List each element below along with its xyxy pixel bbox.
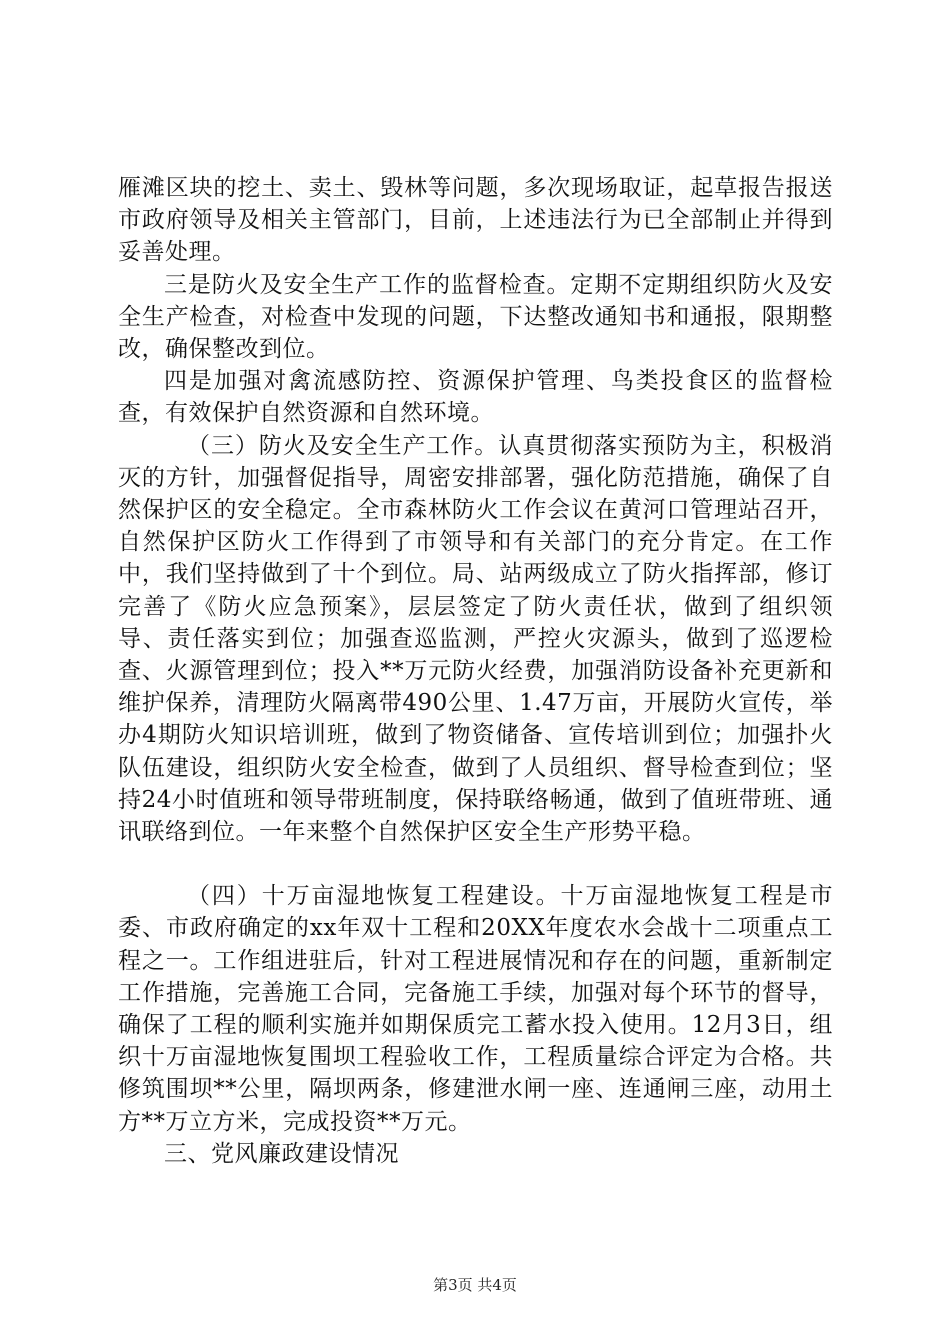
- paragraph-bird-flu-inspection: 四是加强对禽流感防控、资源保护管理、鸟类投食区的监督检查，有效保护自然资源和自然环境。: [118, 368, 833, 427]
- paragraph-gap: [118, 848, 833, 880]
- paragraph-section-three: （三）防火及安全生产工作。认真贯彻落实预防为主，积极消灭的方针，加强督促指导，周密安排部署，强化防范措施，确保了自然保护区的安全稳定。全市森林防火工作会议在黄河口管理站召开，自然保护区防火工作得到了市领导和有关部门的充分肯定。在工作中，我们坚持做到了十个到位。局、站两级成立了防火指挥部，修订完善了《防火应急预案》，层层签定了防火责任状，做到了组织领导、责任落实到位；加强查巡监测，严控火灾源头，做到了巡逻检查、火源管理到位；投入**万元防火经费，加强消防设备补充更新和维护保养，清理防火隔离带490公里、1.47万亩，开展防火宣传，举办4期防火知识培训班，做到了物资储备、宣传培训到位；加强扑火队伍建设，组织防火安全检查，做到了人员组织、督导检查到位；坚持24小时值班和领导带班制度，保持联络畅通，做到了值班带班、通讯联络到位。一年来整个自然保护区安全生产形势平稳。: [118, 432, 833, 846]
- paragraph-section-four: （四）十万亩湿地恢复工程建设。十万亩湿地恢复工程是市委、市政府确定的xx年双十工程和20XX年度农水会战十二项重点工程之一。工作组进驻后，针对工程进展情况和存在的问题，重新制定工作措施，完善施工合同，完备施工手续，加强对每个环节的督导，确保了工程的顺利实施并如期保质完工蓄水投入使用。12月3日，组织十万亩湿地恢复围坝工程验收工作，工程质量综合评定为合格。共修筑围坝**公里，隔坝两条，修建泄水闸一座、连通闸三座，动用土方**万立方米，完成投资**万元。: [118, 883, 833, 1135]
- section-heading-party-conduct: 三、党风廉政建设情况: [164, 1140, 399, 1167]
- page-footer: 第3页 共4页: [433, 1276, 517, 1294]
- body-text: [118, 172, 833, 1170]
- paragraph-fire-safety-inspection: 三是防火及安全生产工作的监督检查。定期不定期组织防火及安全生产检查，对检查中发现的问题，下达整改通知书和通报，限期整改，确保整改到位。: [118, 271, 833, 363]
- paragraph-continuation: 雁滩区块的挖土、卖土、毁林等问题，多次现场取证，起草报告报送市政府领导及相关主管部门，目前，上述违法行为已全部制止并得到妥善处理。: [118, 175, 833, 266]
